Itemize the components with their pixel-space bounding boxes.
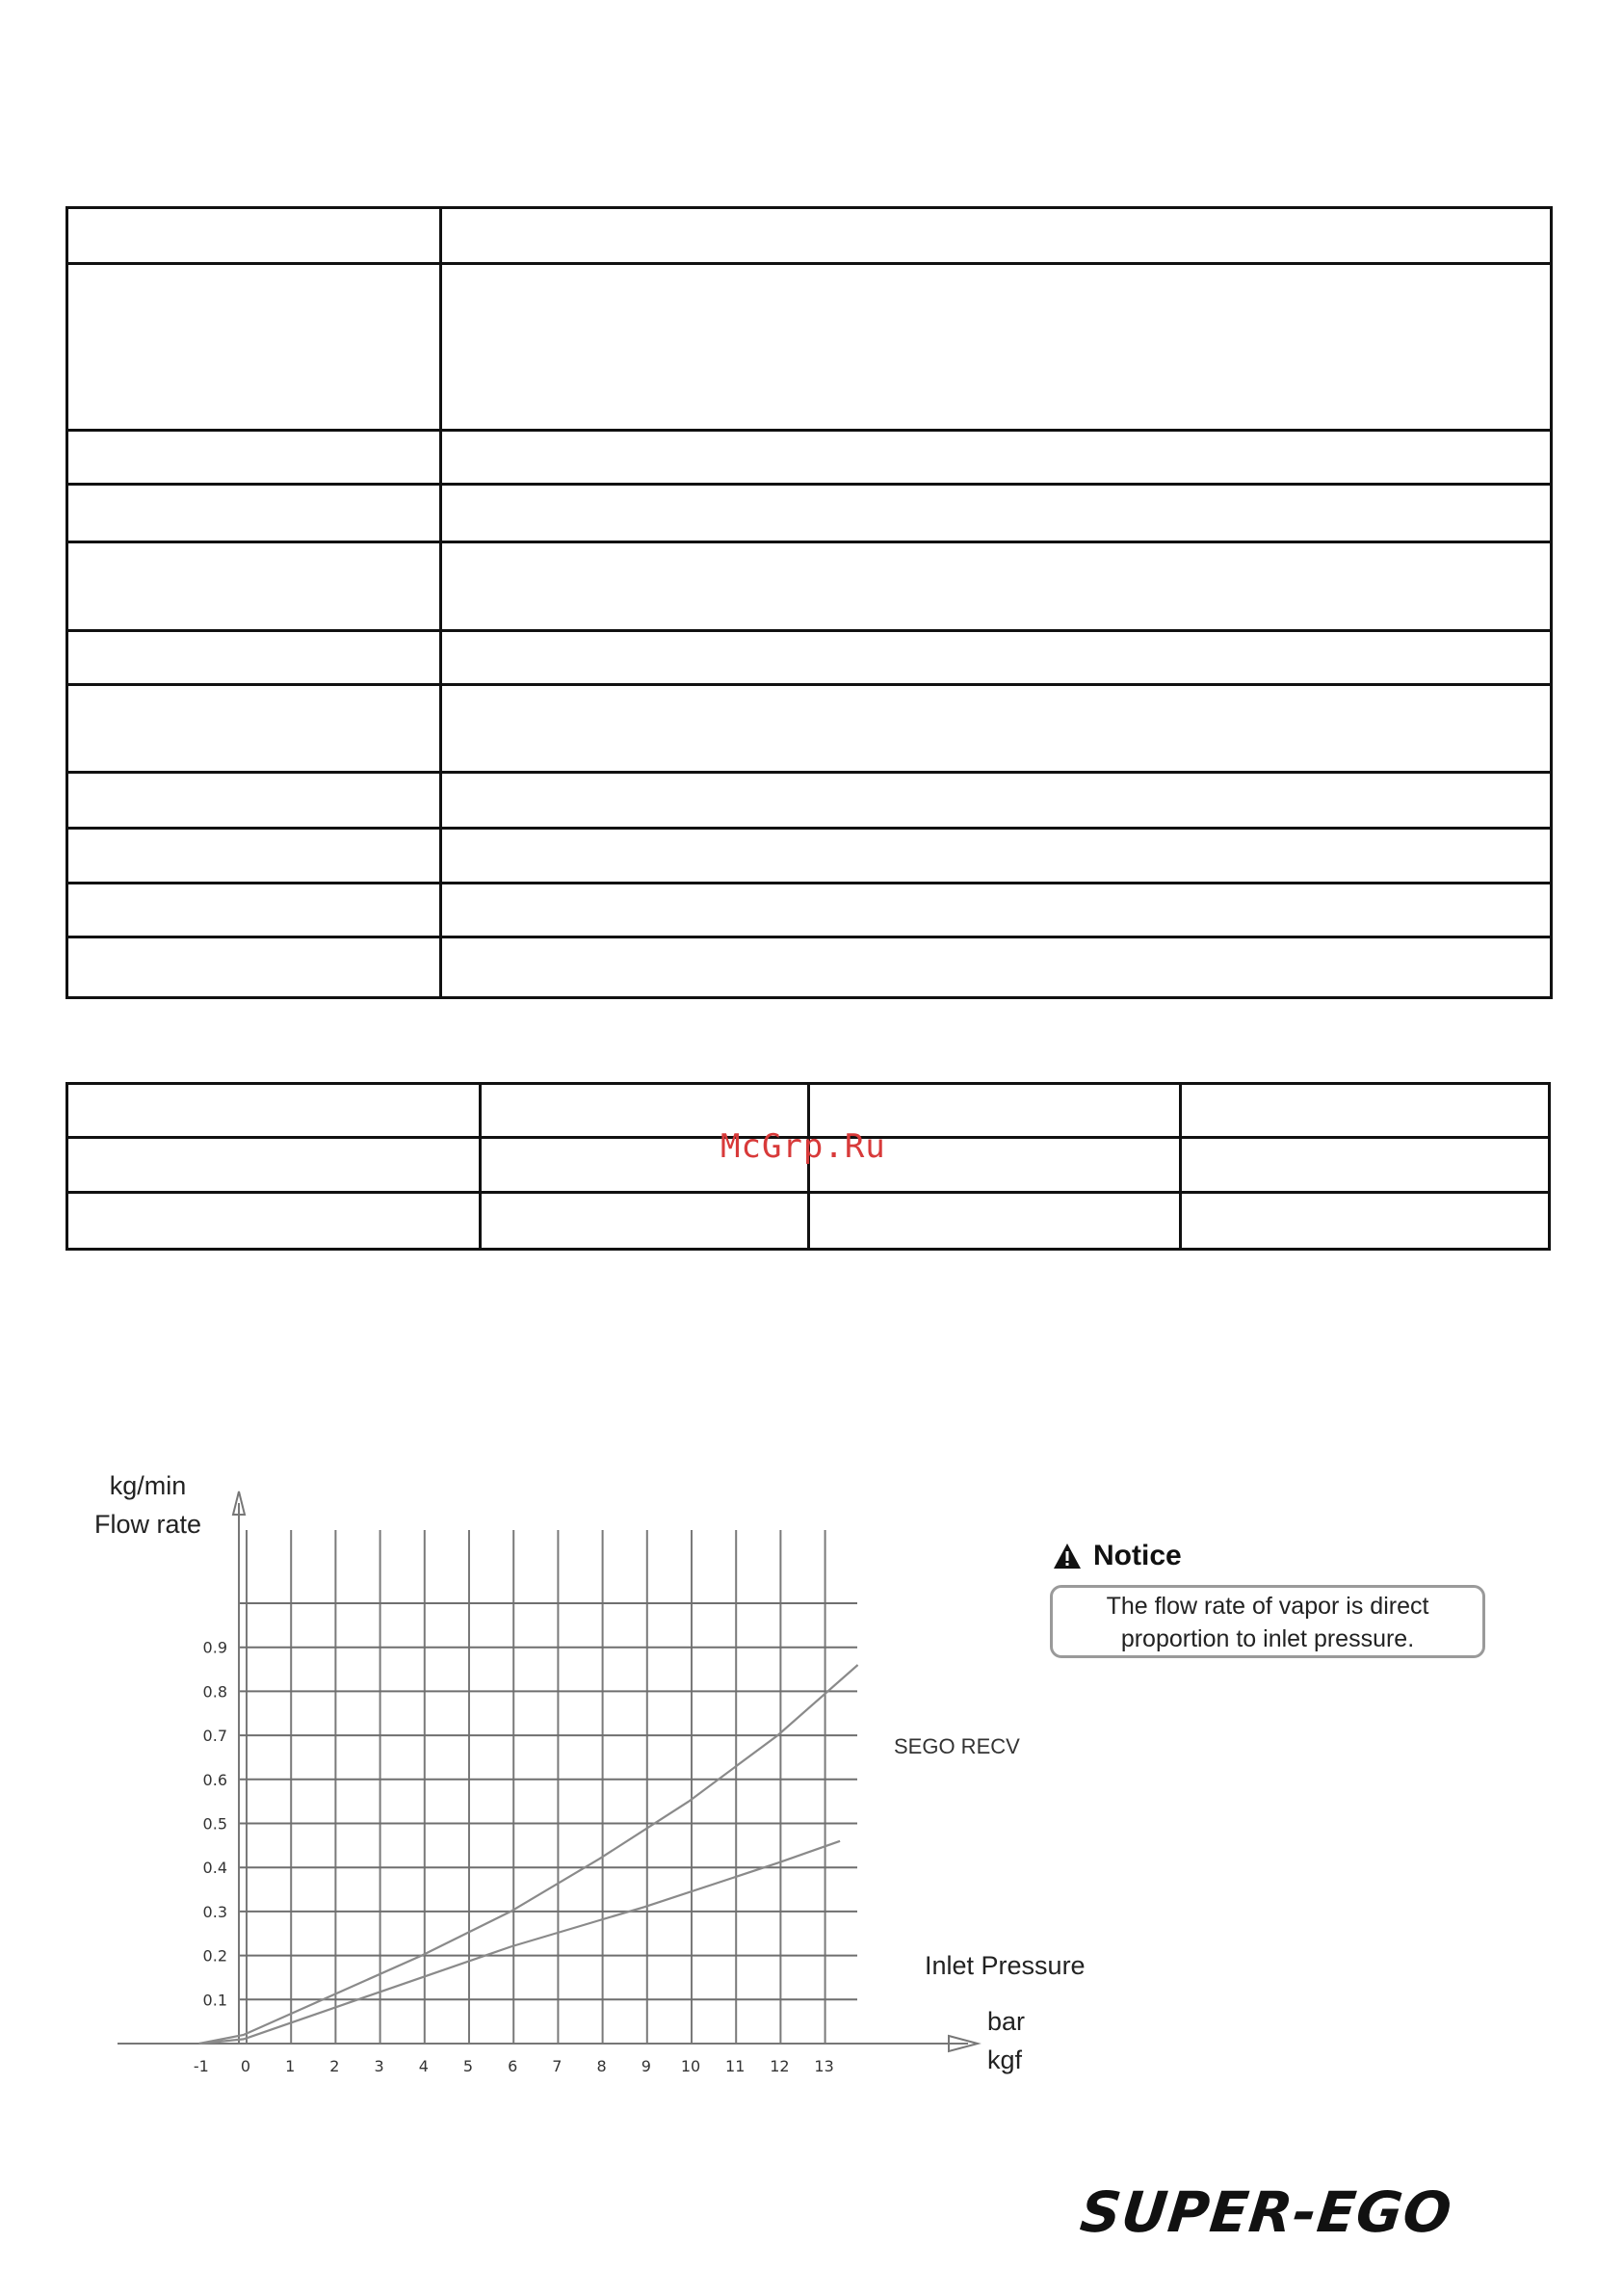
table-cell [67,884,441,937]
x-tick-label: 11 [725,2057,746,2075]
table-row [67,1193,1550,1250]
table-cell [67,773,441,829]
y-tick-label: 0.4 [202,1859,227,1878]
table-cell [67,1193,481,1250]
notice-box [1050,1585,1485,1658]
table-cell [1181,1084,1550,1138]
table-cell [67,264,441,431]
series-label-sego: SEGO RECV [894,1734,1020,1758]
table-row [67,542,1552,631]
y-tick-label: 0.1 [202,1991,227,2010]
y-tick-label: 0.9 [202,1638,227,1657]
table-cell [481,1193,809,1250]
table-row [67,264,1552,431]
table-cell [441,208,1552,264]
x-tick-label: 5 [462,2057,474,2075]
table-row [67,208,1552,264]
y-axis-title: Flow rate [94,1510,202,1539]
table-cell [809,1193,1181,1250]
y-tick-label: 0.2 [202,1946,227,1966]
warning-icon [1053,1543,1082,1570]
table-cell [441,485,1552,542]
table-cell [441,542,1552,631]
table-row [67,431,1552,485]
table-row [67,685,1552,773]
x-axis-unit-bar: bar [987,2007,1026,2036]
x-axis-title: Inlet Pressure [925,1951,1086,1980]
table-cell [67,208,441,264]
x-tick-label: 6 [508,2057,518,2075]
y-tick-label: 0.3 [202,1902,227,1921]
x-tick-label: 0 [240,2057,251,2075]
x-tick-label: 10 [680,2057,701,2075]
table-cell [67,1084,481,1138]
table-cell [441,685,1552,773]
y-axis-unit: kg/min [109,1471,187,1500]
brand-logo: SUPER-EGO [1077,2179,1455,2245]
notice-title: Notice [1093,1540,1182,1571]
table-cell [441,829,1552,884]
table-cell [441,431,1552,485]
table-row [67,631,1552,685]
x-tick-label: 9 [641,2057,651,2075]
x-tick-label: 8 [596,2057,607,2075]
table-cell [67,1138,481,1193]
table-cell [1181,1138,1550,1193]
y-tick-label: 0.8 [202,1682,227,1702]
table-row [67,829,1552,884]
spec-table [65,206,1553,999]
x-axis-units [987,2002,1025,2079]
notice-text-line2: proportion to inlet pressure. [1120,1625,1415,1652]
model-table [65,1082,1551,1251]
table-cell [67,829,441,884]
x-tick-label: 7 [552,2057,563,2075]
table-row [67,937,1552,998]
notice-text-line1: The flow rate of vapor is direct [1106,1593,1429,1620]
x-tick-label: 1 [285,2057,296,2075]
y-tick-label: 0.7 [202,1727,227,1746]
table-cell [67,685,441,773]
table-cell [67,431,441,485]
table-cell [441,937,1552,998]
x-tick-label: 4 [418,2057,429,2075]
watermark: McGrp.Ru [720,1127,886,1166]
y-axis-label [94,1466,201,1544]
table-cell [67,937,441,998]
table-row [67,884,1552,937]
table-cell [67,542,441,631]
x-tick-label: 3 [374,2057,384,2075]
table-cell [441,631,1552,685]
y-tick-label: 0.6 [202,1770,227,1789]
series-line-sego-recv [199,1665,858,2044]
table-cell [67,485,441,542]
table-cell [441,884,1552,937]
table-row [67,485,1552,542]
x-tick-label: -1 [193,2057,209,2075]
x-tick-label: 13 [814,2057,834,2075]
notice-heading [1053,1540,1182,1572]
x-axis-unit-kgf: kgf [987,2045,1023,2074]
flow-rate-chart [0,1426,1623,2120]
table-row [67,773,1552,829]
table-cell [1181,1193,1550,1250]
table-cell [441,773,1552,829]
table-cell [441,264,1552,431]
series-line [199,1841,840,2044]
y-tick-label: 0.5 [202,1814,227,1834]
x-tick-label: 2 [329,2057,340,2075]
x-tick-label: 12 [770,2057,790,2075]
table-cell [67,631,441,685]
